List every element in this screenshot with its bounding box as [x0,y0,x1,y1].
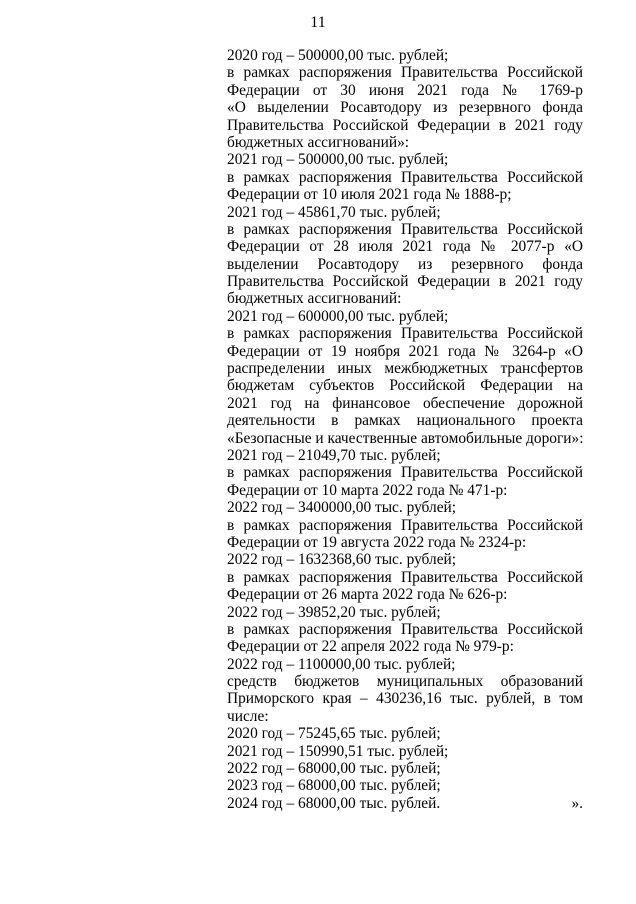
text-line: 2022 год – 68000,00 тыс. рублей; [227,760,441,778]
text-line: Федерации от 30 июня 2021 года № 1769-р [227,81,583,99]
closing-quote-mark: ». [571,794,583,812]
text-line: в рамках распоряжения Правительства Российской [227,64,583,82]
text-line: Федерации от 26 марта 2022 года № 626-р: [227,586,508,604]
page-number: 11 [310,14,326,31]
text-line: в рамках распоряжения Правительства Российской [227,325,583,343]
text-line: 2021 год – 150990,51 тыс. рублей; [227,742,449,760]
text-line: в рамках распоряжения Правительства Российской [227,620,583,638]
text-line: 2021 год – 600000,00 тыс. рублей; [227,307,449,325]
text-line: выделении Росавтодору из резервного фонда [227,255,583,273]
text-line: 2021 год – 21049,70 тыс. рублей; [227,446,441,464]
text-line: 2020 год – 75245,65 тыс. рублей; [227,725,441,743]
text-line: 2021 год – 500000,00 тыс. рублей; [227,151,449,169]
text-line: в рамках распоряжения Правительства Российской [227,568,583,586]
text-line: Правительства Российской Федерации в 2021 году [227,116,583,134]
document-body [227,47,583,812]
text-line: Федерации от 19 августа 2022 года № 2324-р: [227,533,527,551]
text-line: Федерации от 19 ноября 2021 года № 3264-р «О [227,342,583,360]
text-line: 2021 год на финансовое обеспечение дорожной [227,394,583,412]
text-line: 2022 год – 39852,20 тыс. рублей; [227,603,441,621]
text-line: бюджетам субъектов Российской Федерации на [227,377,583,395]
text-line: 2022 год – 1100000,00 тыс. рублей; [227,655,456,673]
text-line: средств бюджетов муниципальных образований [227,673,583,691]
text-line: Федерации от 10 марта 2022 года № 471-р: [227,481,508,499]
text-line: бюджетных ассигнований»: [227,133,410,151]
text-line: «Безопасные и качественные автомобильные дороги»: [227,429,584,447]
text-line: 2020 год – 500000,00 тыс. рублей; [227,47,449,64]
text-line: бюджетных ассигнований: [227,290,402,308]
text-line: числе: [227,707,269,725]
text-line: в рамках распоряжения Правительства Российской [227,220,583,238]
text-line: Федерации от 10 июля 2021 года № 1888-р; [227,186,512,204]
text-line: в рамках распоряжения Правительства Российской [227,464,583,482]
text-line: Правительства Российской Федерации в 2021 году [227,273,583,291]
text-line: Приморского края – 430236,16 тыс. рублей, в том [227,690,583,708]
text-line: 2022 год – 1632368,60 тыс. рублей; [227,551,457,569]
text-line: 2023 год – 68000,00 тыс. рублей; [227,777,441,795]
text-line: 2022 год – 3400000,00 тыс. рублей; [227,499,457,517]
text-line: 2021 год – 45861,70 тыс. рублей; [227,203,441,221]
text-line: в рамках распоряжения Правительства Российской [227,516,583,534]
text-line: Федерации от 22 апреля 2022 года № 979-р: [227,638,514,656]
final-amount-text: 2024 год – 68000,00 тыс. рублей. [227,794,441,812]
text-line: распределении иных межбюджетных трансфертов [227,360,583,378]
text-line: деятельности в рамках национального проекта [227,412,583,430]
text-line: в рамках распоряжения Правительства Российской [227,168,583,186]
text-line: Федерации от 28 июля 2021 года № 2077-р «О [227,238,583,256]
final-text-line [227,795,583,812]
text-line: «О выделении Росавтодору из резервного фонда [227,99,583,117]
